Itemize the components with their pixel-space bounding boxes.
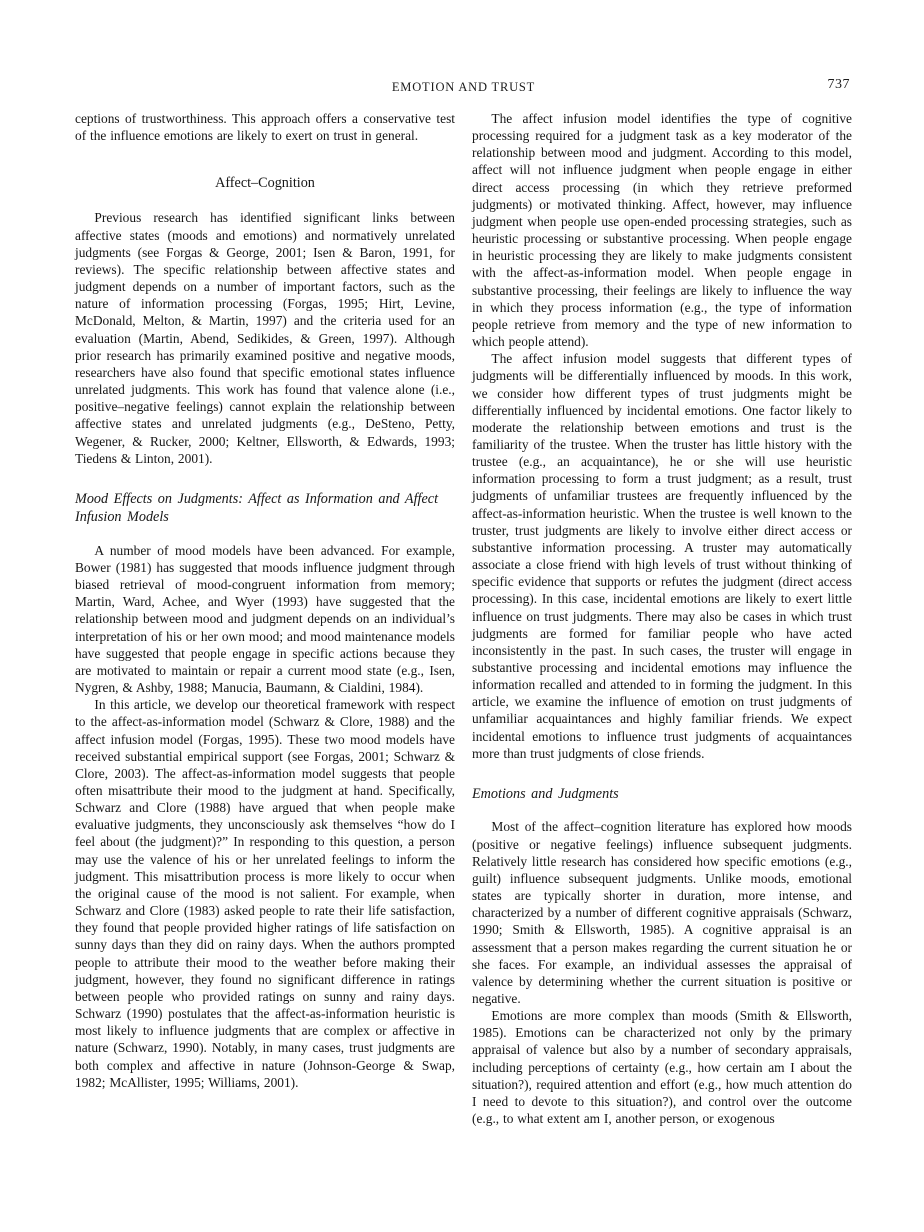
paragraph: The affect infusion model identifies the type of cognitive processing required for a judgment task as a key moderator of the relationship between mood and judgment. According to this model, affect will not influence judgment when people engage in either direct access processing (in which they retrieve preformed judgments) or motivated thinking. Affect, however, may influence judgment when people use open-ended processing strategies, such as heuristic processing or substantive processing. When people engage in heuristic processing they are likely to make judgments consistent with the affect-as-information model. When people engage in substantive processing, their feelings are likely to influence the way in which they process information (e.g., the type of information people retrieve from memory and the type of new information to which people attend). <box>472 111 852 350</box>
paragraph: A number of mood models have been advanced. For example, Bower (1981) has suggested that moods influence judgment through biased retrieval of mood-congruent information from memory; Martin, Ward, Achee, and Wyer (1993) have suggested that the relationship between mood and judgment depends on an individual’s interpretation of his or her own mood; and mood maintenance models have suggested that people engage in specific actions because they are motivated to maintain or repair a current mood state (e.g., Isen, Nygren, & Ashby, 1988; Manucia, Baumann, & Cialdini, 1984). <box>75 542 455 696</box>
paragraph: Emotions are more complex than moods (Smith & Ellsworth, 1985). Emotions can be characterized not only by the primary appraisal of valence but also by a number of secondary appraisals, including perceptions of certainty (e.g., how certain am I about the situation?), required attention and effort (e.g., how much attention do I need to devote to this situation?), and control over the outcome (e.g., to what extent am I, another person, or exogenous <box>472 1008 852 1127</box>
running-head-title: EMOTION AND TRUST <box>391 80 536 94</box>
paragraph-continuation: ceptions of trustworthiness. This approach offers a conservative test of the influence emotions are likely to exert on trust in general. <box>75 111 455 144</box>
paragraph: Previous research has identified significant links between affective states (moods and emotions) and normatively unrelated judgments (see Forgas & George, 2001; Isen & Baron, 1991, for reviews). The specific relationship between affective states and judgment depends on a number of important factors, such as the nature of information processing (Forgas, 1995; Hirt, Levine, McDonald, Melton, & Martin, 1997) and the criteria used for an evaluation (Martin, Abend, Sedikides, & Green, 1997). Although prior research has primarily examined positive and negative moods, researchers have also found that specific emotional states influence unrelated judgments. This work has found that valence alone (i.e., positive–negative feelings) cannot explain the relationship between affective states and unrelated judgments (e.g., DeSteno, Petty, Wegener, & Rucker, 2000; Keltner, Ellsworth, & Edwards, 1993; Tiedens & Linton, 2001). <box>75 210 455 466</box>
section-heading-affect-cognition: Affect–Cognition <box>215 175 315 192</box>
paragraph: Most of the affect–cognition literature has explored how moods (positive or negative feelings) influence subsequent judgments. Relatively little research has considered how specific emotions (e.g., guilt) influence subsequent judgments. Unlike moods, emotional states are typically shorter in duration, more intense, and characterized by a number of different cognitive appraisals (Schwarz, 1990; Smith & Ellsworth, 1985). A cognitive appraisal is an assessment that a person makes regarding the current situation he or she faces. For example, an individual assesses the appraisal of valence by determining whether the current situation is positive or negative. <box>472 819 852 1006</box>
paragraph: In this article, we develop our theoretical framework with respect to the affect-as-information model (Schwarz & Clore, 1988) and the affect infusion model (Forgas, 1995). These two mood models have received substantial empirical support (see Forgas, 2001; Schwarz & Clore, 2003). The affect-as-information model suggests that people often misattribute their mood to the judgment at hand. Specifically, Schwarz and Clore (1988) have argued that when people make evaluative judgments, they unconsciously ask themselves “how do I feel about (the judgment)?” In responding to this question, a person may use the valence of his or her unrelated feelings to inform the judgment. This misattribution process is more likely to occur when the original cause of the mood is not salient. For example, when Schwarz and Clore (1983) asked people to rate their life satisfaction, they found that people provided higher ratings of life satisfaction on sunny days than they did on rainy days. When the authors prompted people to attribute their mood to the weather before making their judgment, however, they found no significant difference in ratings between people who provided ratings on sunny and rainy days. Schwarz (1990) postulates that the affect-as-information heuristic is most likely to influence judgments that are complex or affective in nature (Schwarz, 1990). Notably, in many cases, trust judgments are both complex and affective in nature (Johnson-George & Swap, 1982; McAllister, 1995; Williams, 2001). <box>75 697 455 1090</box>
paragraph: The affect infusion model suggests that different types of judgments will be differentially influenced by moods. In this work, we consider how different types of trust judgments might be differentially influenced by incidental emotions. One factor likely to moderate the relationship between emotions and trust is the familiarity of the trustee. When the truster has little history with the trustee (e.g., an acquaintance), he or she will use heuristic information processing to form a trust judgment; as a result, trust judgments of unfamiliar trustees are frequently influenced by the affect-as-information heuristic. When the trustee is well known to the truster, trust judgments are likely to involve either direct access or substantive information processing. A truster may automatically associate a close friend with high levels of trust without thinking of specific evidence that supports or refutes the judgment (direct access processing). In this case, incidental emotions are likely to exert little influence on trust judgments. There may also be cases in which trust judgments are formed for familiar people who have acted inconsistently in the past. In such cases, the truster will engage in substantive processing and incidental emotions may influence the information recalled and attended to in forming the judgment. In this article, we examine the influence of emotion on trust judgments of unfamiliar acquaintances and highly familiar friends. We expect incidental emotions to influence trust judgments of acquaintances more than trust judgments of close friends. <box>472 351 852 761</box>
left-column <box>75 110 455 1127</box>
right-column <box>472 110 852 1127</box>
page-number: 737 <box>827 77 850 92</box>
running-head <box>75 78 852 96</box>
subsection-heading-emotions-and-judgments: Emotions and Judgments <box>472 785 619 802</box>
article-body <box>75 110 852 1127</box>
subsection-heading-mood-effects: Mood Effects on Judgments: Affect as Information and Affect Infusion Models <box>75 490 439 526</box>
